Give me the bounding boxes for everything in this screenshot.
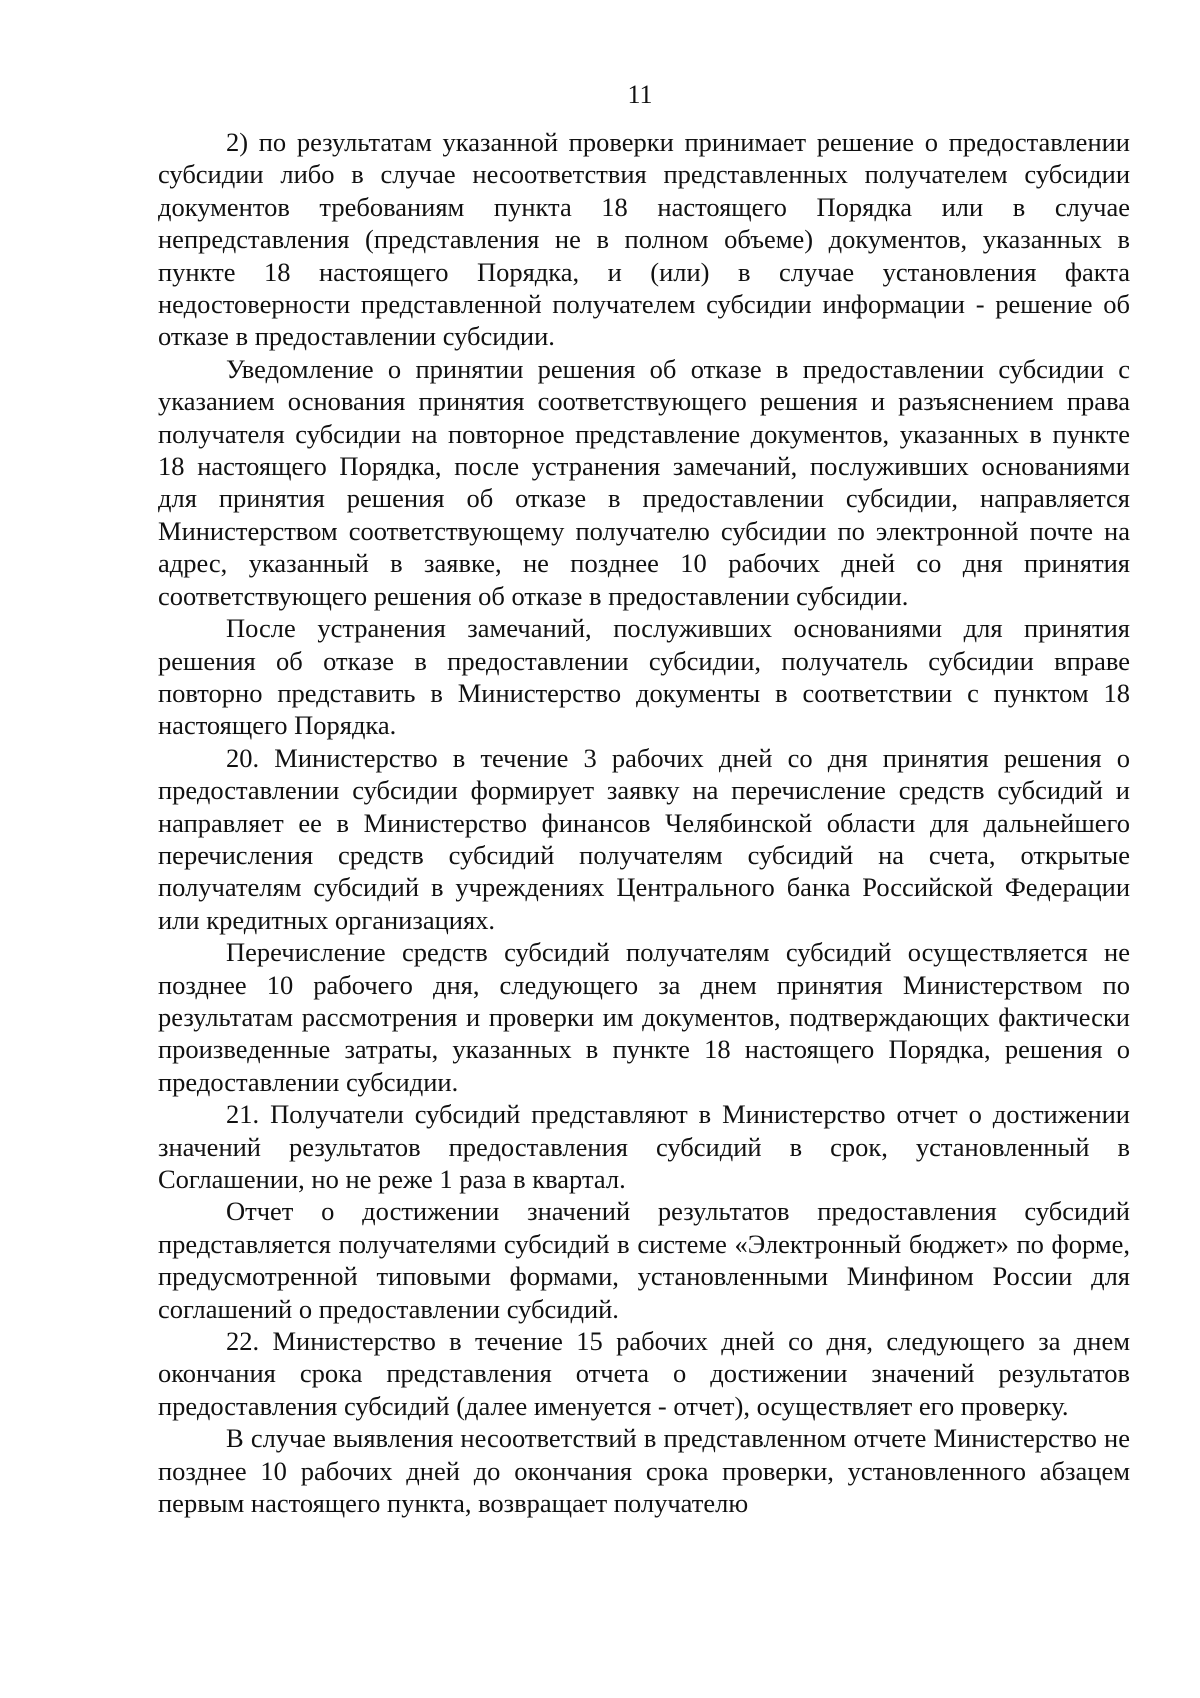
paragraph-clause-20: 20. Министерство в течение 3 рабочих дней со дня принятия решения о предоставлении субсидии формирует заявку на перечисление средств субсидий и направляет ее в Министерство финансов Челябинской области для дальнейшего перечисления средств субсидий получателям субсидий на счета, открытые получателям субсидий в учреждениях Центрального банка Российской Федерации или кредитных организациях. [158,742,1130,935]
paragraph-clause-22: 22. Министерство в течение 15 рабочих дней со дня, следующего за днем окончания срока представления отчета о достижении значений результатов предоставления субсидий (далее именуется - отчет), осуществляет его проверку. [158,1326,1130,1421]
paragraph-transfer-of-funds: Перечисление средств субсидий получателям субсидий осуществляется не позднее 10 рабочего дня, следующего за днем принятия Министерством по результатам рассмотрения и проверки им документов, подтверждающих фактически произведенные затраты, указанных в пункте 18 настоящего Порядка, решения о предоставлении субсидии. [158,937,1130,1097]
paragraph-nonconformity: В случае выявления несоответствий в представленном отчете Министерство не позднее 10 рабочих дней до окончания срока проверки, установленного абзацем первым настоящего пункта, возвращает получателю [158,1423,1130,1519]
document-body [158,126,1130,1519]
page-number: 11 [627,80,653,109]
paragraph-item-2-decision: 2) по результатам указанной проверки принимает решение о предоставлении субсидии либо в случае несоответствия представленных получателем субсидии документов требованиям пункта 18 настоящего Порядка или в случае непредставления (представления не в полном объеме) документов, указанных в пункте 18 настоящего Порядка, и (или) в случае установления факта недостоверности представленной получателем субсидии информации - решение об отказе в предоставлении субсидии. [158,127,1130,352]
paragraph-resubmission: После устранения замечаний, послуживших основаниями для принятия решения об отказе в предоставлении субсидии, получатель субсидии вправе повторно представить в Министерство документы в соответствии с пунктом 18 настоящего Порядка. [158,613,1130,741]
paragraph-clause-21: 21. Получатели субсидий представляют в Министерство отчет о достижении значений результатов предоставления субсидий в срок, установленный в Соглашении, но не реже 1 раза в квартал. [158,1099,1130,1194]
paragraph-refusal-notification: Уведомление о принятии решения об отказе в предоставлении субсидии с указанием основания принятия соответствующего решения и разъяснением права получателя субсидии на повторное представление документов, указанных в пункте 18 настоящего Порядка, после устранения замечаний, послуживших основаниями для принятия решения об отказе в предоставлении субсидии, направляется Министерством соответствующему получателю субсидии по электронной почте на адрес, указанный в заявке, не позднее 10 рабочих дней со дня принятия соответствующего решения об отказе в предоставлении субсидии. [158,353,1130,611]
paragraph-report-submission: Отчет о достижении значений результатов предоставления субсидий представляется получателями субсидий в системе «Электронный бюджет» по форме, предусмотренной типовыми формами, установленными Минфином России для соглашений о предоставлении субсидий. [158,1196,1130,1324]
